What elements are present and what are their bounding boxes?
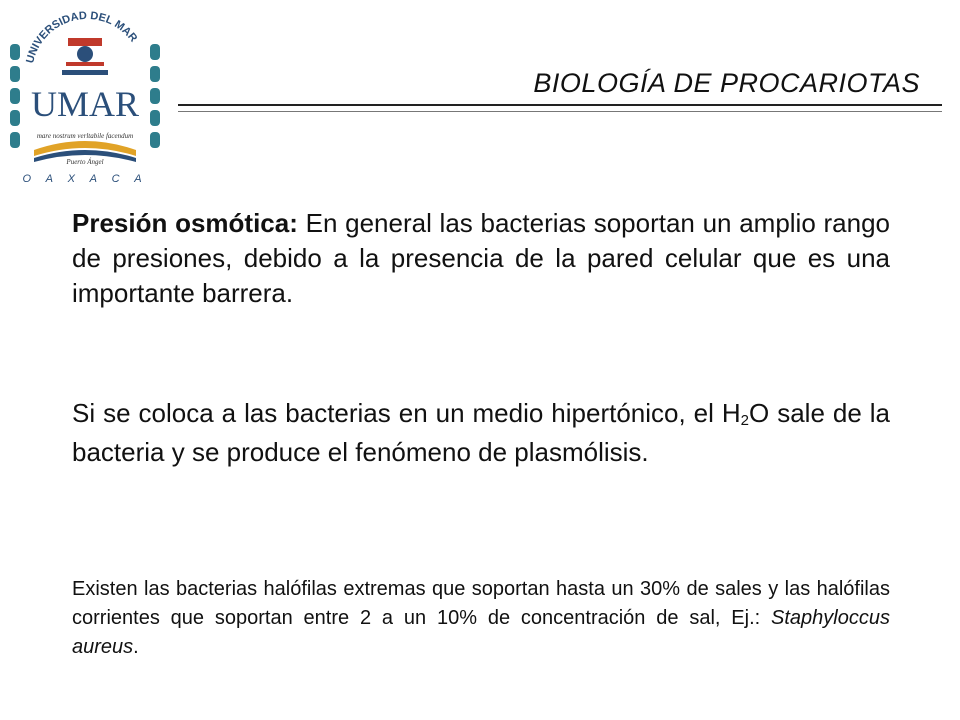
logo-campus: Puerto Ángel	[66, 158, 104, 166]
header-rule	[178, 104, 942, 106]
paragraph-text: Existen las bacterias halófilas extremas que soportan hasta un 30% de sales y las halófilas corrientes que soportan entre 2 a un 10% de concentración de sal, Ej.:	[72, 578, 890, 629]
paragraph-hypertonic	[72, 396, 890, 470]
paragraph-text-after: O sale de la bacteria y se produce el fenómeno de plasmólisis.	[72, 398, 890, 467]
paragraph-text-before: Si se coloca a las bacterias en un medio hipertónico, el H	[72, 398, 741, 428]
page-title: BIOLOGÍA DE PROCARIOTAS	[533, 68, 920, 98]
paragraph-text: En general las bacterias soportan un amplio rango de presiones, debido a la presencia de la pared celular que es una importante barrera.	[72, 208, 891, 308]
paragraph-halophiles	[72, 575, 890, 662]
logo-state: O A X A C A	[22, 173, 148, 185]
paragraph-label: Presión osmótica:	[72, 208, 298, 238]
header-rule-secondary	[178, 111, 942, 112]
university-logo	[2, 4, 168, 186]
logo-motto: mare nostrum verltabile facendum	[36, 132, 134, 140]
species-name: Staphyloccus aureus	[72, 607, 890, 658]
logo-arc-text: UNIVERSIDAD DEL MAR	[24, 9, 140, 65]
paragraph-osmotic-pressure	[72, 206, 890, 311]
subscript-two: 2	[740, 412, 750, 429]
logo-initials: UMAR	[30, 84, 140, 124]
paragraph-end: .	[133, 636, 139, 658]
